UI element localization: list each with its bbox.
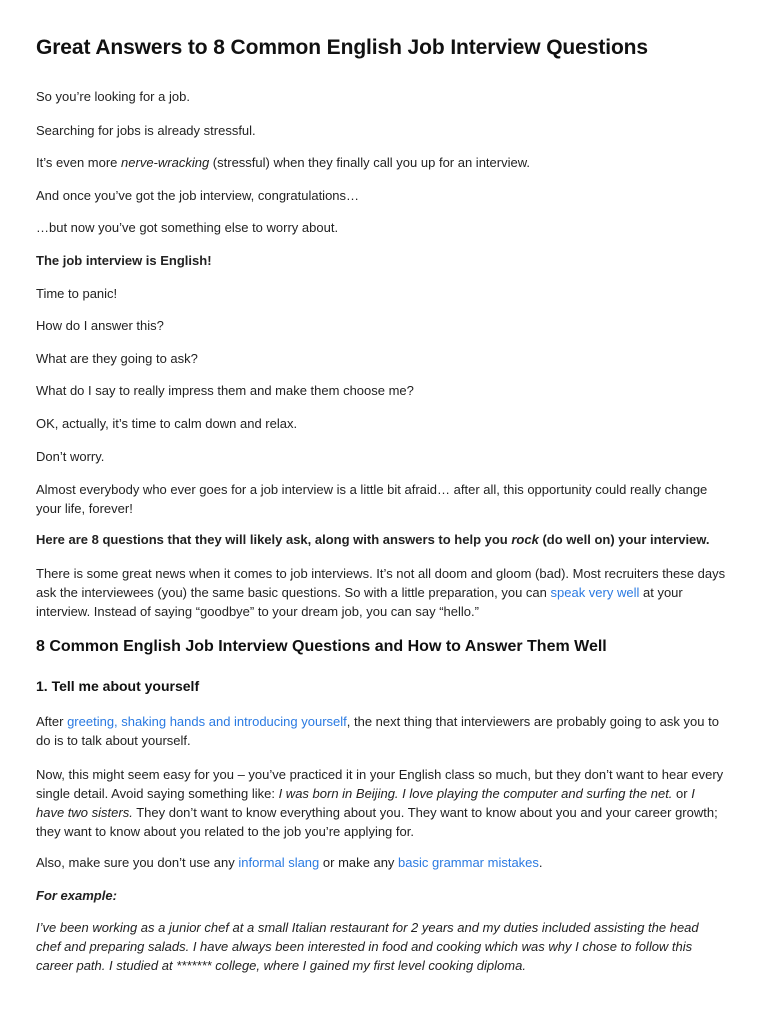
text-span: at your interview. Instead of saying “goodbye” to your dream job, you can say “hello.” (36, 585, 683, 619)
emphasis-text: I have two sisters. (36, 786, 695, 820)
text-span: (stressful) when they finally call you up for an interview. (209, 155, 530, 170)
paragraph: How do I answer this? (36, 318, 164, 333)
question-heading: 1. Tell me about yourself (36, 678, 200, 694)
paragraph (36, 153, 726, 172)
example-quote: I’ve been working as a junior chef at a small Italian restaurant for 2 years and my duties included assisting the head chef and preparing salads. I have always been interested in food and cooking which was why I chose to follow this career path. I studied at ******* college, where I gained my first level cooking diploma. (36, 920, 699, 973)
text-span: Here are 8 questions that they will likely ask, along with answers to help you (36, 532, 512, 547)
text-span: There is some great news when it comes to job interviews. It’s not all doom and gloom (bad). Most recruiters these days ask the interviewees (you) the same basic questions. So with a little preparation, you can (36, 566, 726, 600)
text-span: or (672, 786, 692, 801)
paragraph (36, 712, 726, 750)
paragraph: Don’t worry. (36, 449, 105, 464)
paragraph: What do I say to really impress them and make them choose me? (36, 383, 414, 398)
text-span: Now, this might seem easy for you – you’ve practiced it in your English class so much, but they don’t want to hear every single detail. Avoid saying something like: (36, 767, 724, 801)
paragraph: …but now you’ve got something else to worry about. (36, 220, 339, 235)
basic-grammar-mistakes-link[interactable]: basic grammar mistakes (398, 855, 539, 870)
paragraph: OK, actually, it’s time to calm down and relax. (36, 416, 298, 431)
emphasis-text: I was born in Beijing. I love playing the computer and surfing the net. (278, 786, 673, 801)
informal-slang-link[interactable]: informal slang (238, 855, 320, 870)
text-span: After (36, 714, 68, 729)
emphasis-text: rock (511, 532, 539, 547)
text-span: They don’t want to know everything about you. They want to know about you and your career growth; they want to know about you related to the job you’re applying for. (36, 805, 718, 839)
bold-paragraph: The job interview is English! (36, 253, 212, 268)
paragraph: So you’re looking for a job. (36, 89, 190, 104)
example-label: For example: (36, 888, 117, 903)
greeting-introduction-link[interactable]: greeting, shaking hands and introducing yourself (67, 714, 347, 729)
paragraph: Time to panic! (36, 286, 118, 301)
paragraph (36, 564, 726, 621)
paragraph (36, 765, 726, 841)
text-span: , the next thing that interviewers are probably going to ask you to do is to talk about yourself. (36, 714, 719, 748)
speak-very-well-link[interactable]: speak very well (550, 585, 640, 600)
paragraph: And once you’ve got the job interview, congratulations… (36, 188, 360, 203)
article-title: Great Answers to 8 Common English Job Interview Questions (36, 36, 648, 59)
section-heading: 8 Common English Job Interview Questions and How to Answer Them Well (36, 638, 607, 655)
text-span: Also, make sure you don’t use any (36, 855, 239, 870)
text-span: It’s even more (36, 155, 122, 170)
paragraph: Almost everybody who ever goes for a job interview is a little bit afraid… after all, this opportunity could really change your life, forever! (36, 482, 708, 516)
text-span: . (538, 855, 543, 870)
text-span: (do well on) your interview. (538, 532, 710, 547)
text-span: or make any (319, 855, 399, 870)
paragraph: Searching for jobs is already stressful. (36, 123, 256, 138)
paragraph: What are they going to ask? (36, 351, 198, 366)
paragraph (36, 853, 726, 872)
bold-paragraph (36, 530, 726, 549)
emphasis-text: nerve-wracking (121, 155, 210, 170)
